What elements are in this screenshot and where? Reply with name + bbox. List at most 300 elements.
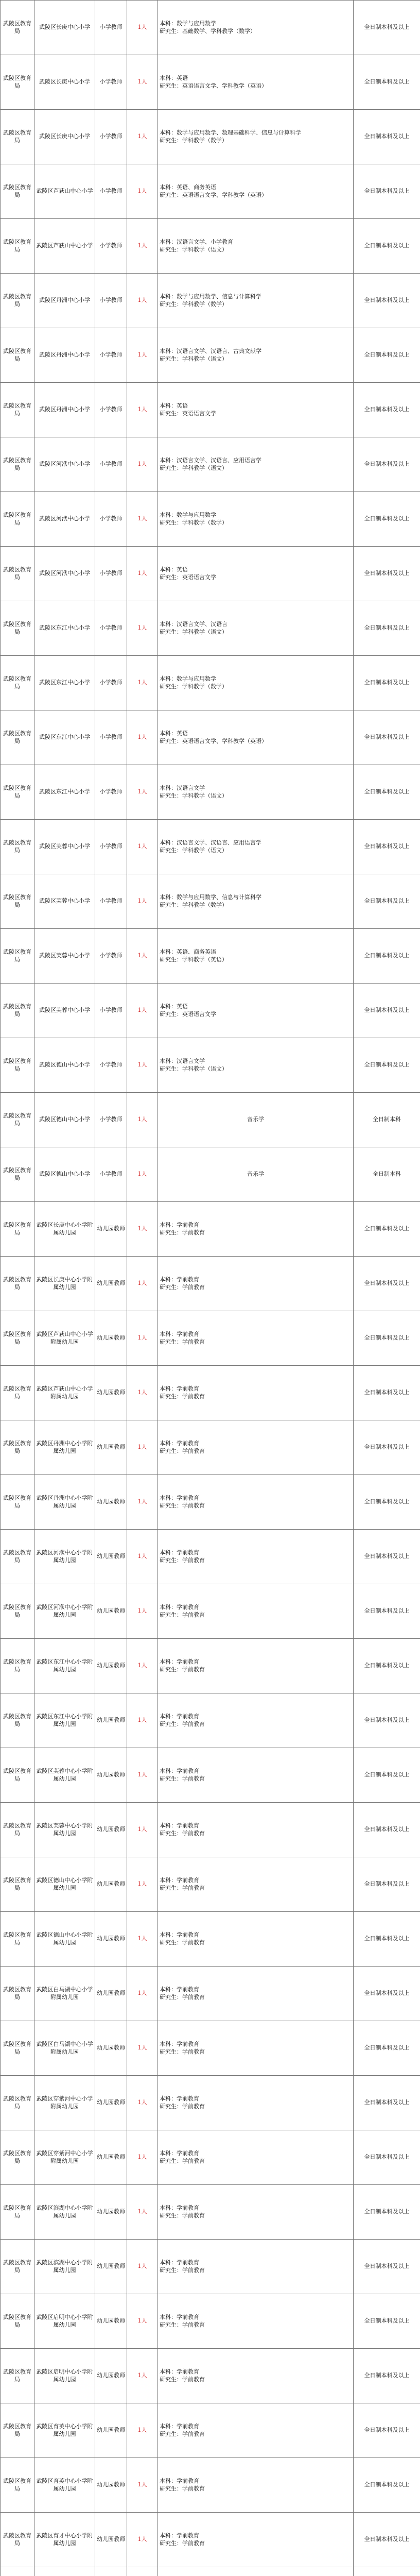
major-line: 研究生：学科教学（数学） [160, 137, 227, 144]
major-line: 本科：学前教育 [160, 1385, 199, 1393]
cell-school: 武陵区芦荻山中心小学 [34, 164, 95, 219]
major-line: 本科：学前教育 [160, 1331, 199, 1338]
major-line: 本科：学前教育 [160, 1549, 199, 1556]
major-line: 本科：学前教育 [160, 1604, 199, 1611]
major-line: 本科：数学与应用数学 [160, 675, 216, 683]
table-row [1, 2185, 420, 2240]
cell-employer: 武陵区教育局 [1, 110, 34, 164]
cell-major [158, 328, 354, 383]
cell-school: 武陵区芦荻山中心小学附属幼儿园 [34, 1366, 95, 1420]
table-row [1, 1, 420, 55]
cell-education: 全日制本科及以上 [354, 1475, 420, 1530]
table-row [1, 1093, 420, 1147]
cell-headcount: 1人 [127, 1257, 158, 1311]
cell-headcount: 1人 [127, 765, 158, 820]
cell-school: 武陵区育英中心小学附属幼儿园 [34, 2458, 95, 2513]
cell-education: 全日制本科及以上 [354, 437, 420, 492]
major-line: 研究生：学前教育 [160, 2266, 205, 2274]
cell-school: 武陵区河洑中心小学 [34, 492, 95, 547]
cell-education: 全日制本科及以上 [354, 1584, 420, 1639]
major-line: 本科：学前教育 [160, 2368, 199, 2376]
table-row [1, 765, 420, 820]
cell-headcount: 1人 [127, 984, 158, 1038]
cell-position: 幼儿园教师 [95, 2513, 127, 2567]
cell-headcount: 1人 [127, 1093, 158, 1147]
major-line: 本科：英语、商务英语 [160, 948, 216, 956]
major-line: 本科：英语 [160, 75, 188, 82]
cell-position: 小学教师 [95, 328, 127, 383]
cell-position: 幼儿园教师 [95, 1584, 127, 1639]
major-line: 研究生：学前教育 [160, 1502, 205, 1509]
table-row [1, 984, 420, 1038]
table-row [1, 1748, 420, 1803]
cell-school: 武陵区长庚中心小学 [34, 110, 95, 164]
cell-position: 小学教师 [95, 1, 127, 55]
table-row [1, 1803, 420, 1857]
cell-headcount: 1人 [127, 383, 158, 437]
cell-headcount: 1人 [127, 1038, 158, 1093]
cell-education: 全日制本科及以上 [354, 1693, 420, 1748]
table-row [1, 492, 420, 547]
cell-employer: 武陵区教育局 [1, 1257, 34, 1311]
cell-headcount: 1人 [127, 1202, 158, 1257]
cell-position: 小学教师 [95, 1147, 127, 1202]
cell-education: 全日制本科及以上 [354, 1038, 420, 1093]
cell-major [158, 1147, 354, 1202]
cell-education: 全日制本科及以上 [354, 1803, 420, 1857]
cell-major [158, 1366, 354, 1420]
cell-major [158, 984, 354, 1038]
cell-employer: 武陵区教育局 [1, 1475, 34, 1530]
major-line: 本科：数学与应用数学、数理基础科学、信息与计算科学 [160, 129, 301, 137]
cell-employer: 武陵区教育局 [1, 2185, 34, 2240]
major-line: 研究生：学前教育 [160, 2212, 205, 2219]
cell-education: 全日制本科及以上 [354, 1967, 420, 2021]
cell-position: 幼儿园教师 [95, 1912, 127, 1967]
cell-school [34, 2567, 95, 2576]
cell-education: 全日制本科及以上 [354, 2513, 420, 2567]
major-line: 本科：学前教育 [160, 2095, 199, 2103]
major-line: 本科：学前教育 [160, 1877, 199, 1884]
cell-employer: 武陵区教育局 [1, 1530, 34, 1584]
cell-school: 武陵区德山中心小学 [34, 1038, 95, 1093]
table-row [1, 547, 420, 601]
cell-major [158, 2130, 354, 2185]
major-line: 本科：学前教育 [160, 1931, 199, 1939]
cell-position: 小学教师 [95, 656, 127, 710]
major-line: 本科：数学与应用数学、信息与计算科学 [160, 894, 261, 901]
table-row [1, 1530, 420, 1584]
table-row [1, 2076, 420, 2130]
table-row [1, 1475, 420, 1530]
cell-education: 全日制本科及以上 [354, 710, 420, 765]
major-line: 研究生：基础数学、学科教学（数学） [160, 27, 256, 35]
cell-education: 全日制本科及以上 [354, 1257, 420, 1311]
cell-headcount: 1人 [127, 164, 158, 219]
major-line: 研究生：学前教育 [160, 1447, 205, 1454]
cell-headcount: 1人 [127, 328, 158, 383]
cell-school: 武陵区育才中心小学附属幼儿园 [34, 2513, 95, 2567]
major-line: 研究生：学科教学（数学） [160, 300, 227, 308]
major-line: 本科：学前教育 [160, 1986, 199, 1993]
major-line: 本科：学前教育 [160, 2532, 199, 2539]
cell-school: 武陵区东江中心小学附属幼儿园 [34, 1693, 95, 1748]
cell-major [158, 1530, 354, 1584]
cell-education: 全日制本科及以上 [354, 2240, 420, 2294]
cell-education: 全日制本科及以上 [354, 2349, 420, 2403]
table-row [1, 2403, 420, 2458]
cell-education: 全日制本科及以上 [354, 383, 420, 437]
cell-employer: 武陵区教育局 [1, 984, 34, 1038]
cell-position: 小学教师 [95, 55, 127, 110]
cell-employer: 武陵区教育局 [1, 2021, 34, 2076]
cell-education: 全日制本科及以上 [354, 1202, 420, 1257]
table-row [1, 1693, 420, 1748]
cell-headcount: 1人 [127, 1311, 158, 1366]
cell-employer: 武陵区教育局 [1, 765, 34, 820]
cell-headcount: 1人 [127, 710, 158, 765]
cell-education: 全日制本科 [354, 1147, 420, 1202]
major-line: 本科：学前教育 [160, 2041, 199, 2048]
cell-major [158, 2403, 354, 2458]
cell-school: 武陵区长庚中心小学附属幼儿园 [34, 1202, 95, 1257]
cell-major [158, 2567, 354, 2576]
table-row [1, 2021, 420, 2076]
major-line: 研究生：学前教育 [160, 1993, 205, 2001]
cell-major [158, 492, 354, 547]
cell-headcount: 1人 [127, 2185, 158, 2240]
table-row [1, 1584, 420, 1639]
cell-headcount: 1人 [127, 492, 158, 547]
major-line: 研究生：学前教育 [160, 1393, 205, 1400]
major-line: 研究生：学前教育 [160, 2157, 205, 2164]
cell-school: 武陵区河洑中心小学 [34, 437, 95, 492]
cell-major [158, 437, 354, 492]
major-line: 本科：英语、商务英语 [160, 184, 216, 191]
cell-school: 武陵区启明中心小学附属幼儿园 [34, 2294, 95, 2349]
major-line: 研究生：学前教育 [160, 1229, 205, 1236]
cell-education: 全日制本科及以上 [354, 164, 420, 219]
cell-school: 武陵区穿紫河中心小学附属幼儿园 [34, 2076, 95, 2130]
major-line: 本科：汉语言文学、汉语言 [160, 621, 227, 628]
cell-school: 武陵区白马湖中心小学附属幼儿园 [34, 2021, 95, 2076]
cell-education [354, 2567, 420, 2576]
cell-position: 幼儿园教师 [95, 2349, 127, 2403]
cell-education: 全日制本科及以上 [354, 328, 420, 383]
cell-position: 小学教师 [95, 547, 127, 601]
cell-education: 全日制本科及以上 [354, 547, 420, 601]
cell-school: 武陵区东江中心小学 [34, 765, 95, 820]
cell-employer: 武陵区教育局 [1, 1311, 34, 1366]
table-row [1, 383, 420, 437]
cell-education: 全日制本科及以上 [354, 874, 420, 929]
major-line: 研究生：学前教育 [160, 1720, 205, 1727]
table-row [1, 1912, 420, 1967]
cell-employer: 武陵区教育局 [1, 710, 34, 765]
major-line: 研究生：学前教育 [160, 1939, 205, 1946]
cell-headcount: 1人 [127, 601, 158, 656]
cell-employer: 武陵区教育局 [1, 2240, 34, 2294]
cell-position: 幼儿园教师 [95, 2403, 127, 2458]
cell-education: 全日制本科及以上 [354, 2458, 420, 2513]
cell-employer: 武陵区教育局 [1, 1038, 34, 1093]
cell-employer: 武陵区教育局 [1, 2130, 34, 2185]
cell-headcount: 1人 [127, 219, 158, 274]
cell-headcount: 1人 [127, 2076, 158, 2130]
cell-employer: 武陵区教育局 [1, 437, 34, 492]
major-line: 研究生：学前教育 [160, 2485, 205, 2492]
major-line: 本科：学前教育 [160, 2478, 199, 2485]
cell-education: 全日制本科及以上 [354, 2076, 420, 2130]
cell-employer: 武陵区教育局 [1, 2513, 34, 2567]
cell-position: 小学教师 [95, 492, 127, 547]
cell-education: 全日制本科及以上 [354, 929, 420, 984]
table-row [1, 2294, 420, 2349]
major-line: 本科：学前教育 [160, 2150, 199, 2157]
cell-employer: 武陵区教育局 [1, 2076, 34, 2130]
cell-education: 全日制本科及以上 [354, 1420, 420, 1475]
cell-major [158, 164, 354, 219]
cell-employer: 武陵区教育局 [1, 1748, 34, 1803]
cell-position: 幼儿园教师 [95, 1311, 127, 1366]
cell-employer: 武陵区教育局 [1, 1, 34, 55]
cell-headcount [127, 2567, 158, 2576]
cell-employer: 武陵区教育局 [1, 2294, 34, 2349]
cell-position: 幼儿园教师 [95, 1803, 127, 1857]
cell-position: 小学教师 [95, 1093, 127, 1147]
cell-major [158, 2513, 354, 2567]
cell-employer [1, 2567, 34, 2576]
cell-education: 全日制本科及以上 [354, 2185, 420, 2240]
table-row [1, 2567, 420, 2576]
cell-school: 武陵区河洑中心小学附属幼儿园 [34, 1530, 95, 1584]
cell-position: 幼儿园教师 [95, 1857, 127, 1912]
cell-employer: 武陵区教育局 [1, 929, 34, 984]
cell-major [158, 2294, 354, 2349]
major-line: 研究生：英语语言文学 [160, 573, 216, 581]
cell-employer: 武陵区教育局 [1, 164, 34, 219]
table-row [1, 164, 420, 219]
major-line: 研究生：英语语言文学、学科教学（英语） [160, 82, 267, 89]
cell-education: 全日制本科 [354, 1093, 420, 1147]
cell-position: 小学教师 [95, 274, 127, 328]
cell-employer: 武陵区教育局 [1, 1912, 34, 1967]
major-line: 本科：学前教育 [160, 2423, 199, 2430]
cell-position: 幼儿园教师 [95, 2185, 127, 2240]
cell-position: 小学教师 [95, 820, 127, 874]
cell-headcount: 1人 [127, 110, 158, 164]
cell-position: 幼儿园教师 [95, 1475, 127, 1530]
cell-headcount: 1人 [127, 1584, 158, 1639]
cell-employer: 武陵区教育局 [1, 1857, 34, 1912]
major-line: 本科：数学与应用数学 [160, 20, 216, 27]
table-row [1, 1857, 420, 1912]
major-line: 研究生：学前教育 [160, 2048, 205, 2055]
cell-major [158, 601, 354, 656]
cell-education: 全日制本科及以上 [354, 1912, 420, 1967]
cell-school: 武陵区东江中心小学附属幼儿园 [34, 1639, 95, 1693]
major-line: 研究生：学前教育 [160, 1283, 205, 1291]
cell-position: 小学教师 [95, 164, 127, 219]
cell-employer: 武陵区教育局 [1, 547, 34, 601]
table-row [1, 1420, 420, 1475]
cell-school: 武陵区河洑中心小学 [34, 547, 95, 601]
table-row [1, 820, 420, 874]
cell-major [158, 1584, 354, 1639]
cell-school: 武陵区丹洲中心小学附属幼儿园 [34, 1420, 95, 1475]
major-line: 研究生：学前教育 [160, 2321, 205, 2328]
table-row [1, 1202, 420, 1257]
cell-position: 幼儿园教师 [95, 2021, 127, 2076]
cell-school: 武陵区育英中心小学附属幼儿园 [34, 2403, 95, 2458]
table-row [1, 219, 420, 274]
table-row [1, 437, 420, 492]
cell-education: 全日制本科及以上 [354, 2021, 420, 2076]
major-line: 本科：汉语言文学、小学教育 [160, 239, 233, 246]
cell-education: 全日制本科及以上 [354, 2403, 420, 2458]
cell-school: 武陵区芙蓉中心小学 [34, 984, 95, 1038]
cell-headcount: 1人 [127, 1748, 158, 1803]
cell-school: 武陵区东江中心小学 [34, 601, 95, 656]
cell-employer: 武陵区教育局 [1, 2458, 34, 2513]
major-line: 本科：英语 [160, 1003, 188, 1010]
major-line: 本科：学前教育 [160, 1658, 199, 1666]
major-line: 本科：汉语言文学 [160, 785, 205, 792]
table-row [1, 328, 420, 383]
cell-education: 全日制本科及以上 [354, 820, 420, 874]
cell-school: 武陵区东江中心小学 [34, 710, 95, 765]
major-line: 研究生：学科教学（数学） [160, 901, 227, 908]
cell-major [158, 1420, 354, 1475]
table-row [1, 274, 420, 328]
cell-school: 武陵区长庚中心小学附属幼儿园 [34, 1257, 95, 1311]
cell-employer: 武陵区教育局 [1, 1202, 34, 1257]
cell-headcount: 1人 [127, 2349, 158, 2403]
cell-education: 全日制本科及以上 [354, 110, 420, 164]
cell-headcount: 1人 [127, 55, 158, 110]
cell-education: 全日制本科及以上 [354, 1, 420, 55]
cell-major [158, 2185, 354, 2240]
cell-position: 小学教师 [95, 984, 127, 1038]
cell-school: 武陵区德山中心小学 [34, 1147, 95, 1202]
major-line: 研究生：学科教学（语文） [160, 1065, 227, 1072]
cell-headcount: 1人 [127, 2021, 158, 2076]
cell-headcount: 1人 [127, 2458, 158, 2513]
major-line: 研究生：学前教育 [160, 1829, 205, 1837]
cell-major [158, 1257, 354, 1311]
major-line: 研究生：英语语言文学 [160, 1010, 216, 1018]
cell-position: 幼儿园教师 [95, 1530, 127, 1584]
table-row [1, 1257, 420, 1311]
major-line: 音乐学 [247, 1116, 264, 1123]
cell-school: 武陵区东江中心小学 [34, 656, 95, 710]
cell-major [158, 1, 354, 55]
major-line: 本科：汉语言文学、汉语言、应用语言学 [160, 839, 261, 846]
cell-position: 小学教师 [95, 383, 127, 437]
cell-employer: 武陵区教育局 [1, 874, 34, 929]
cell-education: 全日制本科及以上 [354, 765, 420, 820]
cell-major [158, 2021, 354, 2076]
cell-position [95, 2567, 127, 2576]
cell-position: 小学教师 [95, 765, 127, 820]
cell-position: 幼儿园教师 [95, 1202, 127, 1257]
cell-position: 幼儿园教师 [95, 2076, 127, 2130]
cell-headcount: 1人 [127, 656, 158, 710]
cell-headcount: 1人 [127, 547, 158, 601]
major-line: 研究生：学科教学（数学） [160, 519, 227, 526]
table-row [1, 1967, 420, 2021]
cell-position: 小学教师 [95, 874, 127, 929]
table-row [1, 710, 420, 765]
cell-education: 全日制本科及以上 [354, 492, 420, 547]
cell-headcount: 1人 [127, 1420, 158, 1475]
major-line: 本科：英语 [160, 730, 188, 737]
cell-employer: 武陵区教育局 [1, 2403, 34, 2458]
cell-school: 武陵区启明中心小学附属幼儿园 [34, 2349, 95, 2403]
cell-school: 武陵区丹洲中心小学 [34, 383, 95, 437]
cell-employer: 武陵区教育局 [1, 1967, 34, 2021]
cell-education: 全日制本科及以上 [354, 1530, 420, 1584]
cell-headcount: 1人 [127, 874, 158, 929]
cell-headcount: 1人 [127, 1693, 158, 1748]
cell-major [158, 2458, 354, 2513]
cell-employer: 武陵区教育局 [1, 1803, 34, 1857]
cell-headcount: 1人 [127, 2240, 158, 2294]
major-line: 研究生：学前教育 [160, 2430, 205, 2437]
major-line: 研究生：学科教学（语文） [160, 846, 227, 854]
table-row [1, 2130, 420, 2185]
cell-position: 幼儿园教师 [95, 2294, 127, 2349]
cell-employer: 武陵区教育局 [1, 656, 34, 710]
cell-school: 武陵区芦荻山中心小学附属幼儿园 [34, 1311, 95, 1366]
cell-headcount: 1人 [127, 1147, 158, 1202]
major-line: 研究生：学前教育 [160, 1556, 205, 1564]
cell-major [158, 55, 354, 110]
cell-school: 武陵区芙蓉中心小学附属幼儿园 [34, 1803, 95, 1857]
table-row [1, 929, 420, 984]
cell-school: 武陵区丹洲中心小学 [34, 274, 95, 328]
cell-employer: 武陵区教育局 [1, 1093, 34, 1147]
major-line: 研究生：英语语言文学、学科教学（英语） [160, 191, 267, 198]
cell-headcount: 1人 [127, 820, 158, 874]
cell-headcount: 1人 [127, 929, 158, 984]
cell-employer: 武陵区教育局 [1, 383, 34, 437]
cell-education: 全日制本科及以上 [354, 1748, 420, 1803]
cell-school: 武陵区丹洲中心小学 [34, 328, 95, 383]
cell-school: 武陵区德山中心小学附属幼儿园 [34, 1857, 95, 1912]
cell-headcount: 1人 [127, 437, 158, 492]
cell-employer: 武陵区教育局 [1, 2349, 34, 2403]
cell-employer: 武陵区教育局 [1, 1147, 34, 1202]
cell-major [158, 1748, 354, 1803]
major-line: 研究生：学前教育 [160, 1884, 205, 1891]
table-row [1, 874, 420, 929]
cell-major [158, 547, 354, 601]
cell-position: 幼儿园教师 [95, 1748, 127, 1803]
major-line: 本科：数学与应用数学 [160, 512, 216, 519]
cell-major [158, 383, 354, 437]
cell-headcount: 1人 [127, 1967, 158, 2021]
cell-major [158, 1311, 354, 1366]
cell-major [158, 1475, 354, 1530]
cell-major [158, 1093, 354, 1147]
table-row [1, 2513, 420, 2567]
cell-school: 武陵区芙蓉中心小学 [34, 929, 95, 984]
cell-employer: 武陵区教育局 [1, 1693, 34, 1748]
cell-school: 武陵区滨湖中心小学附属幼儿园 [34, 2185, 95, 2240]
cell-school: 武陵区芙蓉中心小学 [34, 820, 95, 874]
cell-position: 小学教师 [95, 601, 127, 656]
